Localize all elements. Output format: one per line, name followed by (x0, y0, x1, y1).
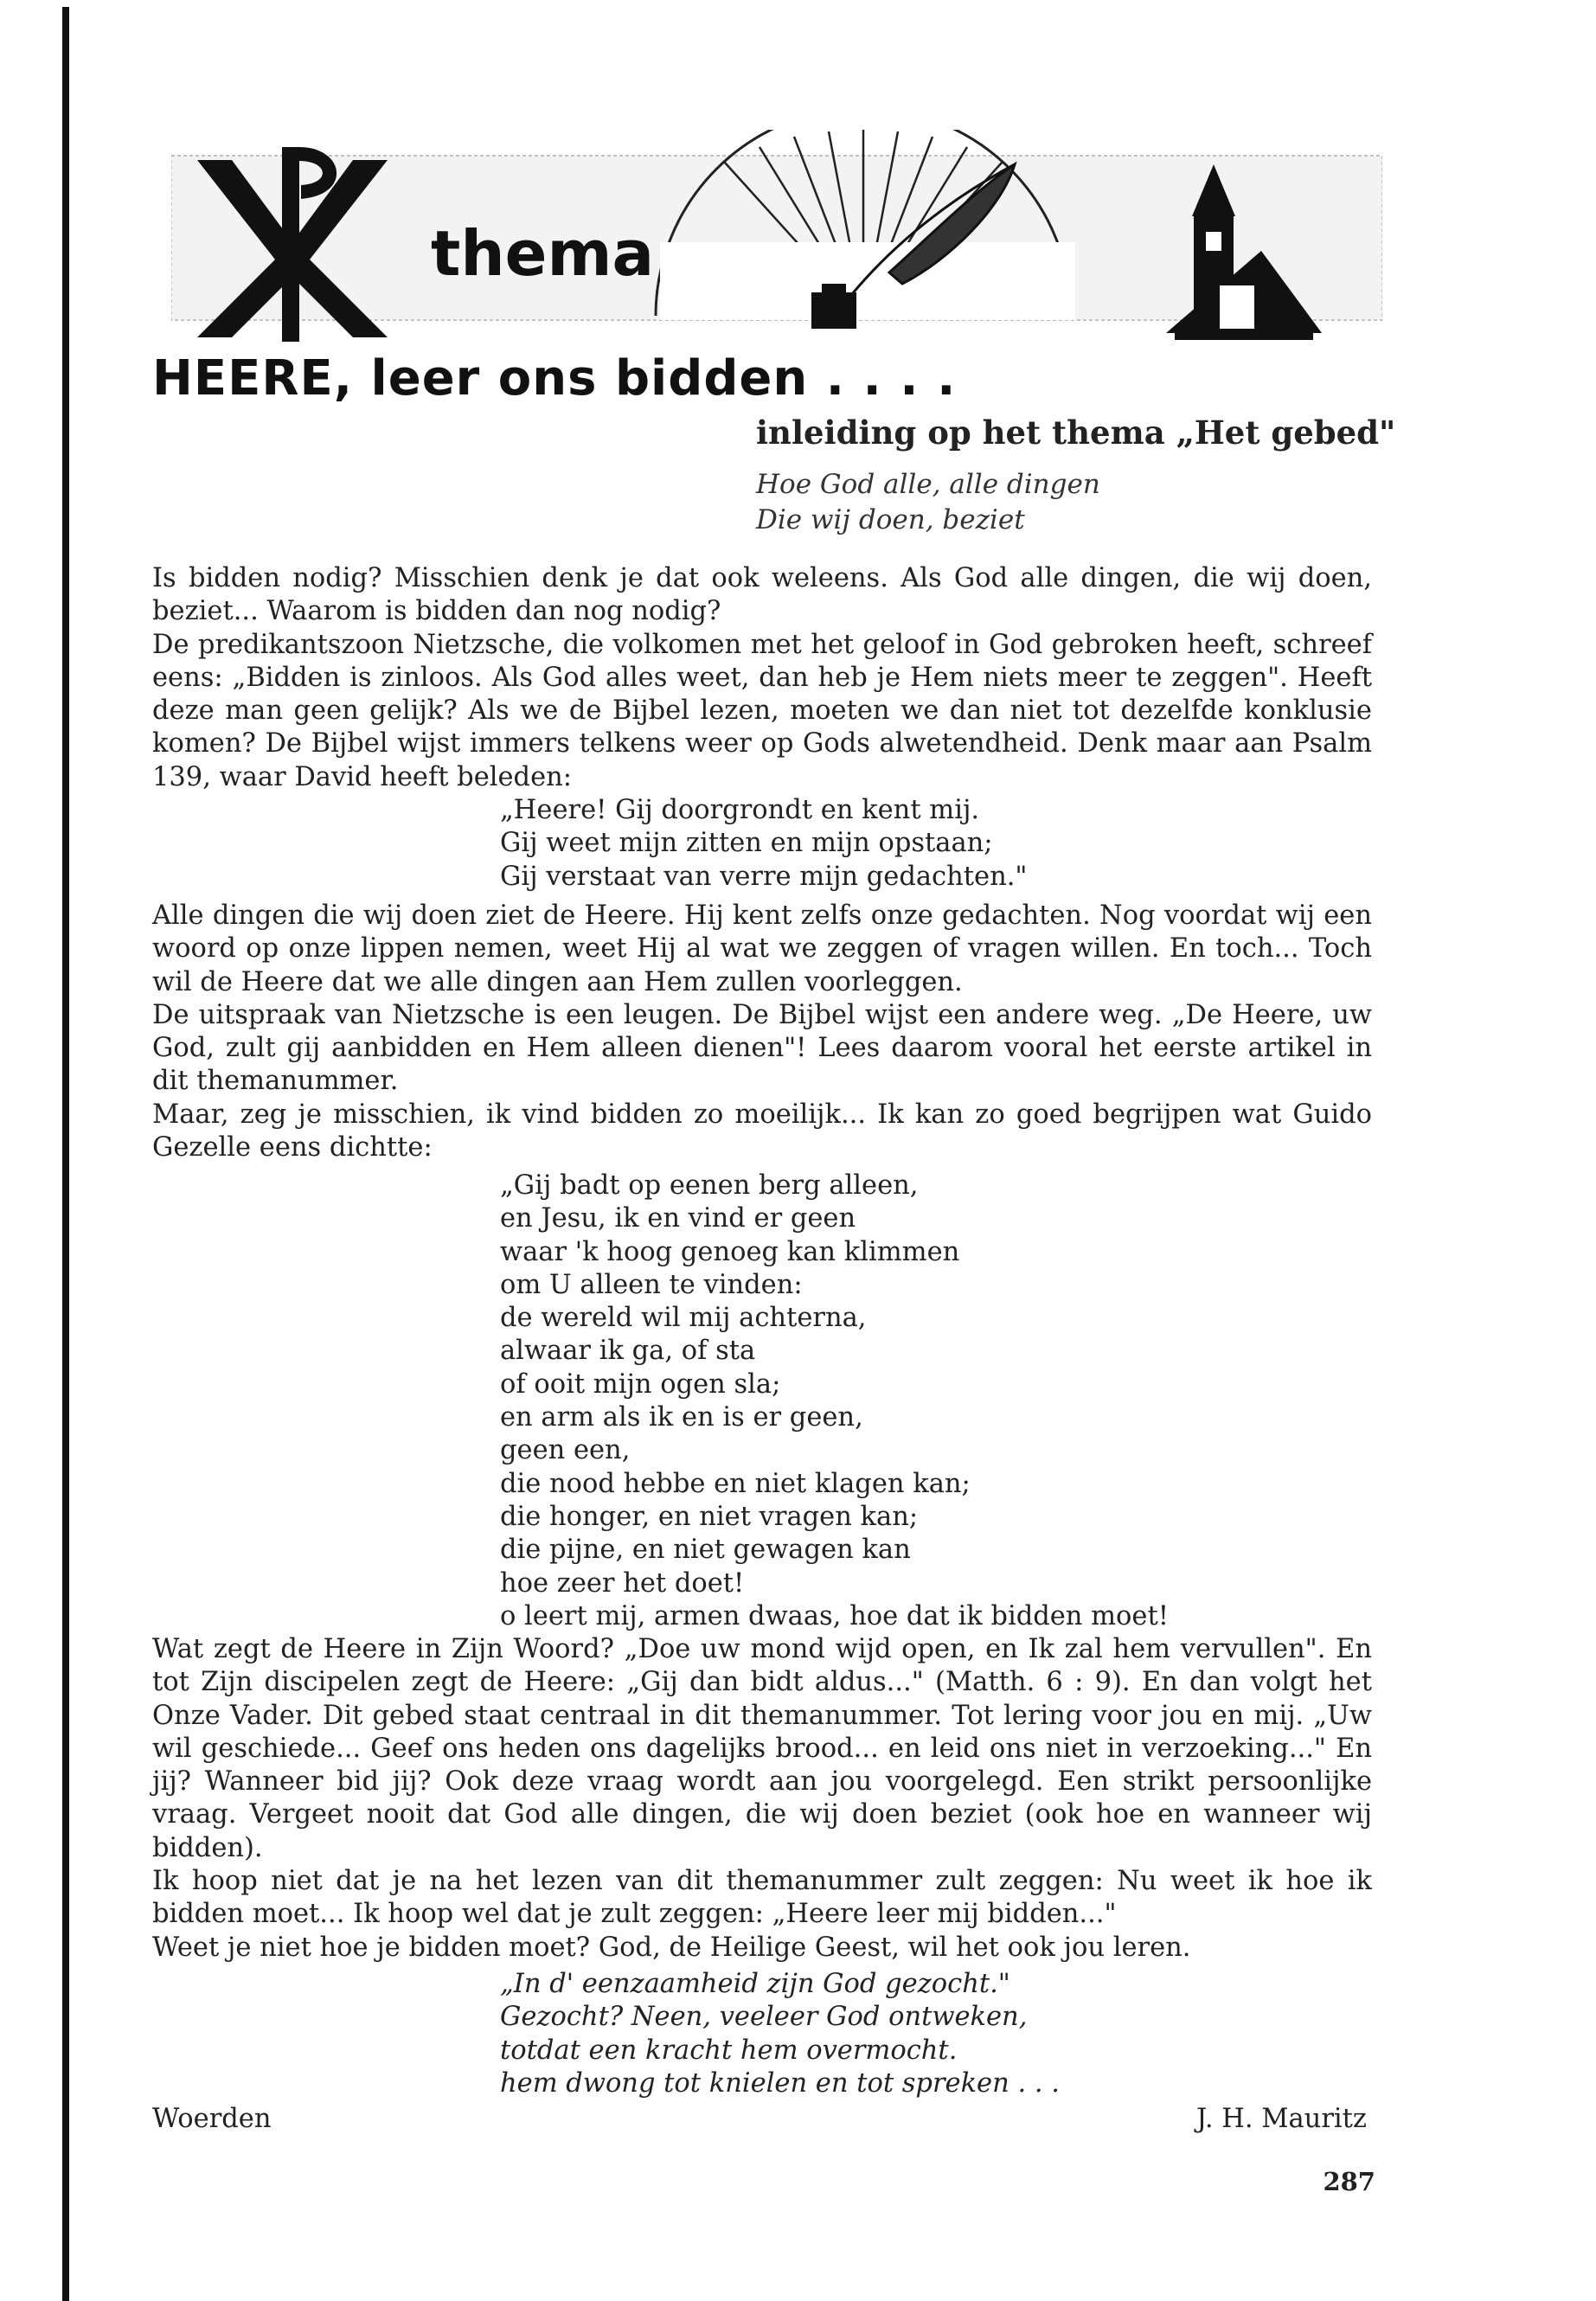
subtitle: inleiding op het thema „Het gebed" (756, 413, 1396, 452)
margin-rule (62, 7, 69, 2301)
closing-text (152, 1633, 1372, 1965)
poem-line: hem dwong tot knielen en tot spreken . . . (500, 2067, 1060, 2099)
poem-line: die honger, en niet vragen kan; (500, 1501, 919, 1532)
poem-line: o leert mij, armen dwaas, hoe dat ik bidden moet! (500, 1600, 1169, 1631)
verse-line: Gij weet mijn zitten en mijn opstaan; (500, 828, 993, 859)
page-title: HEERE, leer ons bidden . . . . (152, 350, 957, 407)
poem-line: „In d' eenzaamheid zijn God gezocht." (500, 1969, 1010, 1999)
author: J. H. Mauritz (1196, 2104, 1367, 2134)
poem-line: „Gij badt op eenen berg alleen, (500, 1170, 919, 1201)
motto-line: Die wij doen, beziet (756, 504, 1025, 535)
poem-line: de wereld wil mij achterna, (500, 1303, 867, 1334)
closing-poem (500, 1968, 1060, 2100)
verse-line: „Heere! Gij doorgrondt en kent mij. (500, 795, 980, 825)
paragraph: Maar, zeg je misschien, ik vind bidden zo moeilijk... Ik kan zo goed begrijpen wat Guido Gezelle eens dichtte: (152, 1099, 1372, 1163)
middle-text (152, 900, 1372, 1164)
paragraph: Is bidden nodig? Misschien denk je dat ook weleens. Als God alle dingen, die wij doen, beziet... Waarom is bidden dan nog nodig? (152, 563, 1372, 627)
poem-line: of ooit mijn ogen sla; (500, 1368, 781, 1400)
thema-banner (171, 130, 1382, 342)
poem-line: totdat een kracht hem overmocht. (500, 2035, 958, 2066)
psalm-quote (500, 794, 1027, 894)
verse-line: Gij verstaat van verre mijn gedachten." (500, 861, 1028, 892)
poem-line: die nood hebbe en niet klagen kan; (500, 1468, 971, 1499)
poem-line: en arm als ik en is er geen, (500, 1402, 863, 1433)
motto-line: Hoe God alle, alle dingen (756, 469, 1100, 500)
poem-line: waar 'k hoog genoeg kan klimmen (500, 1236, 960, 1267)
paragraph: De uitspraak van Nietzsche is een leugen. De Bijbel wijst een andere weg. „De Heere, uw God, zult gij aanbidden en Hem alleen dienen"! Lees daarom vooral het eerste artikel in dit themanummer. (152, 999, 1372, 1097)
banner-word: thema (431, 217, 655, 290)
paragraph: De predikantszoon Nietzsche, die volkomen met het geloof in God gebroken heeft, schreef eens: „Bidden is zinloos. Als God alles weet, dan heb je Hem niets meer te zeggen". Heeft deze man geen gelijk? Als we de Bijbel lezen, moeten we dan niet tot dezelfde konklusie komen? De Bijbel wijst immers telkens weer op Gods alwetendheid. Denk maar aan Psalm 139, waar David heeft beleden: (152, 629, 1372, 792)
poem-line: om U alleen te vinden: (500, 1269, 803, 1300)
poem-line: Gezocht? Neen, veeleer God ontweken, (500, 2002, 1028, 2033)
paragraph: Alle dingen die wij doen ziet de Heere. Hij kent zelfs onze gedachten. Nog voordat wij een woord op onze lippen nemen, weet Hij al wat we zeggen of vragen willen. En toch... Toch wil de Heere dat we alle dingen aan Hem zullen voorleggen. (152, 901, 1372, 997)
motto (756, 467, 1100, 538)
poem-line: alwaar ik ga, of sta (500, 1336, 756, 1367)
gezelle-poem (500, 1170, 1169, 1633)
paragraph: Weet je niet hoe je bidden moet? God, de Heilige Geest, wil het ook jou leren. (152, 1932, 1191, 1963)
poem-line: geen een, (500, 1435, 631, 1466)
poem-line: hoe zeer het doet! (500, 1567, 745, 1599)
place: Woerden (152, 2104, 272, 2134)
poem-line: en Jesu, ik en vind er geen (500, 1203, 856, 1234)
intro-text (152, 562, 1372, 794)
paragraph: Ik hoop niet dat je na het lezen van dit themanummer zult zeggen: Nu weet ik hoe ik bidden moet... Ik hoop wel dat je zult zeggen: „Heere leer mij bidden..." (152, 1866, 1372, 1930)
paragraph: Wat zegt de Heere in Zijn Woord? „Doe uw mond wijd open, en Ik zal hem vervullen". En tot Zijn discipelen zegt de Heere: „Gij dan bidt aldus..." (Matth. 6 : 9). En dan volgt het Onze Vader. Dit gebed staat centraal in dit themanummer. Tot lering voor jou en mij. „Uw wil geschiede... Geef ons heden ons dagelijks brood... en leid ons niet in verzoeking..." En jij? Wanneer bid jij? Ook deze vraag wordt aan jou voorgelegd. Een strikt persoonlijke vraag. Vergeet nooit dat God alle dingen, die wij doen beziet (ook hoe en wanneer wij bidden). (152, 1634, 1372, 1863)
poem-line: die pijne, en niet gewagen kan (500, 1535, 911, 1566)
page-number: 287 (1323, 2167, 1375, 2196)
